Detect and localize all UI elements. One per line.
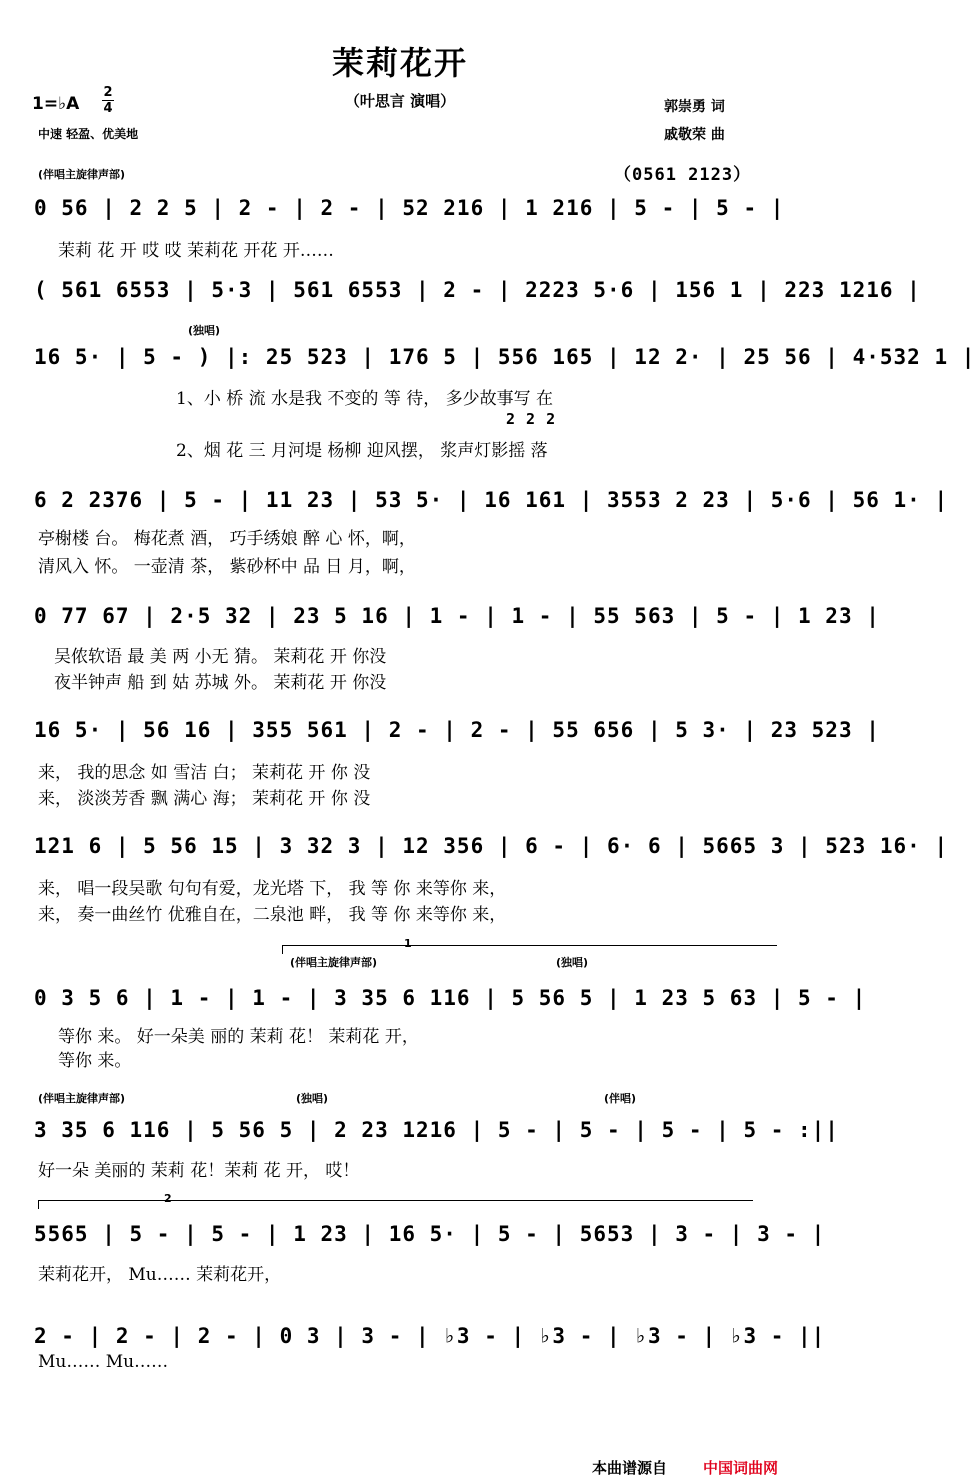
singer-credit: （叶思言 演唱）	[344, 92, 456, 110]
lyric-row-3-verse-1: 1、小 桥 流 水是我 不变的 等 待， 多少故事写 在	[176, 389, 554, 409]
composer-credit: 戚敬荣 曲	[664, 127, 725, 143]
key-signature: 1=♭A	[32, 94, 80, 114]
volta-2-number: 2	[164, 1192, 172, 1205]
score-row-3: 16 5· | 5 - ) |: 25 523 | 176 5 | 556 165 | 12 2· | 25 56 | 4·532 1 |	[34, 345, 975, 369]
lyric-row-5-verse-2: 夜半钟声 船 到 姑 苏城 外。 茉莉花 开 你没	[54, 673, 387, 693]
intro-paren-notes: （0561 2123）	[614, 165, 752, 185]
lyric-row-4-verse-1: 亭榭楼 台。 梅花煮 酒， 巧手绣娘 醉 心 怀，啊，	[38, 529, 416, 549]
time-signature	[102, 86, 114, 115]
solo-label-1: (独唱)	[188, 324, 221, 337]
score-row-1: 0 56 | 2 2 5 | 2 - | 2 - | 52 216 | 1 216 | 5 - | 5 - |	[34, 196, 785, 220]
lyric-row-10: 茉莉花开， Mu…… 茉莉花开，	[38, 1265, 282, 1285]
grace-notes-222: 2 2 2	[506, 410, 557, 428]
accomp-melody-label-2: (伴唱主旋律声部)	[290, 956, 378, 969]
lyric-row-8-verse-2: 等你 来。	[58, 1051, 132, 1071]
solo-label-3: (独唱)	[296, 1092, 329, 1105]
score-row-10: 5565 | 5 - | 5 - | 1 23 | 16 5· | 5 - | 5653 | 3 - | 3 - |	[34, 1222, 826, 1246]
footer-source: 本曲谱源自	[592, 1459, 668, 1477]
time-sig-top: 2	[103, 85, 113, 100]
score-row-6: 16 5· | 56 16 | 355 561 | 2 - | 2 - | 55 656 | 5 3· | 23 523 |	[34, 718, 880, 742]
score-row-5: 0 77 67 | 2·5 32 | 23 5 16 | 1 - | 1 - | 55 563 | 5 - | 1 23 |	[34, 604, 880, 628]
lyric-row-3-verse-2: 2、烟 花 三 月河堤 杨柳 迎风摆， 浆声灯影摇 落	[176, 441, 548, 461]
solo-label-2: (独唱)	[556, 956, 589, 969]
accomp-melody-label-3: (伴唱主旋律声部)	[38, 1092, 126, 1105]
time-sig-bottom: 4	[103, 101, 113, 116]
lyric-row-7-verse-1: 来， 唱一段吴歌 句句有爱，龙光塔 下， 我 等 你 来等你 来，	[38, 879, 507, 899]
score-row-9: 3 35 6 116 | 5 56 5 | 2 23 1216 | 5 - | 5 - | 5 - | 5 - :||	[34, 1118, 839, 1142]
lyric-row-1: 茉莉 花 开 哎 哎 茉莉花 开花 开……	[58, 241, 334, 261]
lyric-row-4-verse-2: 清风入 怀。 一壶清 茶， 紫砂杯中 品 日 月，啊，	[38, 557, 416, 577]
lyricist-credit: 郭崇勇 词	[664, 99, 725, 115]
tempo-marking: 中速 轻盈、优美地	[38, 127, 139, 141]
score-row-2: ( 561 6553 | 5·3 | 561 6553 | 2 - | 2223 5·6 | 156 1 | 223 1216 |	[34, 278, 921, 302]
lyric-row-6-verse-1: 来， 我的思念 如 雪洁 白； 茉莉花 开 你 没	[38, 763, 371, 783]
lyric-row-11: Mu…… Mu……	[38, 1352, 169, 1372]
score-row-11: 2 - | 2 - | 2 - | 0 3 | 3 - | ♭3 - | ♭3 - | ♭3 - | ♭3 - ||	[34, 1324, 826, 1348]
lyric-row-8-verse-1: 等你 来。 好一朵美 丽的 茉莉 花！ 茉莉花 开，	[58, 1027, 419, 1047]
lyric-row-9: 好一朵 美丽的 茉莉 花！茉莉 花 开， 哎！	[38, 1161, 360, 1181]
volta-1-bracket	[282, 945, 777, 954]
volta-2-bracket	[38, 1200, 753, 1209]
accomp-label: (伴唱)	[604, 1092, 637, 1105]
song-title: 茉莉花开	[331, 44, 468, 82]
score-row-7: 121 6 | 5 56 15 | 3 32 3 | 12 356 | 6 - | 6· 6 | 5665 3 | 523 16· |	[34, 834, 949, 858]
score-row-8: 0 3 5 6 | 1 - | 1 - | 3 35 6 116 | 5 56 5 | 1 23 5 63 | 5 - |	[34, 986, 867, 1010]
lyric-row-6-verse-2: 来， 淡淡芳香 飘 满心 海； 茉莉花 开 你 没	[38, 789, 371, 809]
score-row-4: 6 2 2376 | 5 - | 11 23 | 53 5· | 16 161 | 3553 2 23 | 5·6 | 56 1· |	[34, 488, 949, 512]
volta-1-number: 1	[404, 937, 412, 950]
lyric-row-7-verse-2: 来， 奏一曲丝竹 优雅自在，二泉池 畔， 我 等 你 来等你 来，	[38, 905, 507, 925]
lyric-row-5-verse-1: 吴侬软语 最 美 两 小无 猜。 茉莉花 开 你没	[54, 647, 387, 667]
accomp-melody-label: (伴唱主旋律声部)	[38, 168, 126, 181]
footer-site-link[interactable]: 中国词曲网	[703, 1459, 779, 1477]
